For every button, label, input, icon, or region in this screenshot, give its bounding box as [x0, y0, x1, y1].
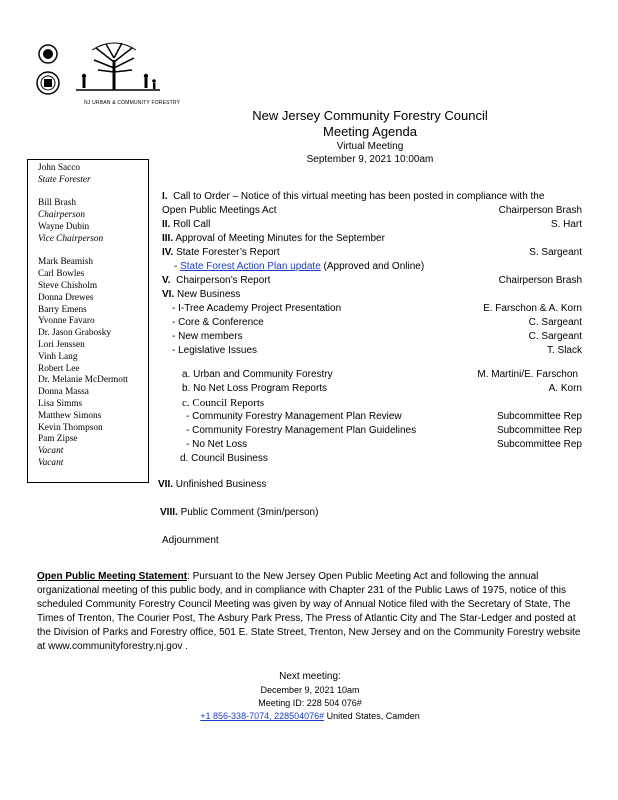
- roster-chair-role: Chairperson: [38, 210, 86, 221]
- figures-icon: [76, 74, 160, 90]
- roster-member: Steve Chisholm: [38, 280, 98, 291]
- new-business-item: - Core & Conference C. Sargeant: [172, 317, 582, 328]
- presenter: Chairperson Brash: [498, 275, 582, 286]
- agenda-subitem-b: b. No Net Loss Program Reports A. Korn: [182, 383, 582, 394]
- roster-member: Mark Beamish: [38, 257, 93, 268]
- roster-vacant: Vacant: [38, 446, 64, 457]
- statement-title: Open Public Meeting Statement: [37, 571, 188, 582]
- new-business-item: - New members C. Sargeant: [172, 331, 582, 342]
- roster-member: Lori Jenssen: [38, 339, 85, 350]
- roster-chair-name: Bill Brash: [38, 198, 76, 209]
- agenda-item-vi: VI. New Business: [162, 289, 241, 300]
- roster-member: Carl Bowles: [38, 269, 85, 280]
- roster-forester-name: John Sacco: [38, 163, 81, 173]
- presenter: M. Martini/E. Farschon: [477, 369, 578, 380]
- presenter: Chairperson Brash: [498, 205, 582, 216]
- council-name: New Jersey Community Forestry Council: [252, 108, 488, 123]
- council-roster: [27, 159, 149, 483]
- roster-vacant: Vacant: [38, 457, 64, 468]
- roster-member: Dr. Melanie McDermott: [38, 375, 129, 386]
- phone-link[interactable]: +1 856-338-7074, 228504076#: [200, 711, 325, 721]
- roster-member: Pam Zipse: [38, 434, 78, 445]
- presenter: E. Farschon & A. Korn: [483, 303, 582, 314]
- statement-body: : Pursuant to the New Jersey Open Public Meeting Act and following the annual organizational meeting of this public body, and in compliance with Chapter 231 of the Public Laws of 1975, notice of this scheduled Community Forestry Council Meeting was given by way of Annual Notice filed with the Secretary of State, The Times of Trenton, The Courier Post, The Asbury Park Press, The Press of Atlantic City and The Star-Ledger and posted at the Division of Parks and Forestry office, 501 E. State Street, Trenton, New Jersey and on the Community Forestry website at www.communityforestry.nj.gov .: [37, 571, 581, 652]
- tree-icon: [92, 43, 136, 90]
- next-meeting-date: December 9, 2021 10am: [260, 685, 360, 695]
- roster-forester-role: State Forester: [38, 174, 91, 185]
- new-business-item: - Legislative Issues T. Slack: [172, 345, 582, 356]
- agenda-item-iv-sub: - State Forest Action Plan update (Approved and Online): [174, 261, 425, 272]
- presenter: Subcommittee Rep: [496, 411, 582, 422]
- dial-in: +1 856-338-7074, 228504076# United States, Camden: [200, 711, 420, 721]
- roster-member: Kevin Thompson: [38, 422, 103, 433]
- open-meeting-statement: [37, 570, 585, 654]
- council-report-item: - Community Forestry Management Plan Guidelines Subcommittee Rep: [186, 425, 582, 436]
- meeting-id: Meeting ID: 228 504 076#: [258, 698, 362, 708]
- agenda-subitem-d: d. Council Business: [180, 453, 268, 464]
- agenda-item-viii: VIII. Public Comment (3min/person): [160, 507, 319, 518]
- roster-member: Lisa Simms: [38, 398, 83, 409]
- meeting-date: September 9, 2021 10:00am: [306, 154, 434, 165]
- logo-org-text: NJ URBAN & COMMUNITY FORESTRY: [84, 100, 181, 106]
- agenda-item-ii: II. Roll Call S. Hart: [162, 219, 582, 230]
- agenda-item-iii: III. Approval of Meeting Minutes for the September: [162, 233, 385, 244]
- presenter: C. Sargeant: [528, 317, 582, 328]
- agenda-item-vii: VII. Unfinished Business: [158, 479, 267, 490]
- presenter: A. Korn: [548, 383, 582, 394]
- agenda-item-i: I. Call to Order – Notice of this virtual meeting has been posted in compliance with the: [162, 191, 545, 202]
- agenda-item-i-cont: Open Public Meetings Act Chairperson Brash: [162, 205, 582, 216]
- presenter: Subcommittee Rep: [496, 425, 582, 436]
- roster-member: Matthew Simons: [38, 410, 102, 421]
- council-logo: [36, 40, 181, 110]
- roster-member: Dr. Jason Grabosky: [38, 328, 112, 339]
- roster-member: Barry Emens: [38, 304, 87, 315]
- agenda-list: [158, 190, 582, 548]
- roster-vice-name: Wayne Dubin: [38, 221, 90, 232]
- new-business-item: - I-Tree Academy Project Presentation E. Farschon & A. Korn: [172, 303, 582, 314]
- roster-member: Donna Drewes: [38, 292, 94, 303]
- presenter: T. Slack: [546, 345, 582, 356]
- roster-member: Robert Lee: [38, 363, 80, 374]
- agenda-header: [200, 108, 540, 166]
- next-meeting: [160, 670, 460, 723]
- presenter: Subcommittee Rep: [496, 439, 582, 450]
- next-meeting-label: Next meeting:: [279, 671, 341, 682]
- meeting-type: Virtual Meeting: [336, 141, 404, 152]
- agenda-item-v: V. Chairperson’s Report Chairperson Brash: [162, 275, 582, 286]
- forest-action-plan-link[interactable]: State Forest Action Plan update: [180, 261, 321, 272]
- presenter: C. Sargeant: [528, 331, 582, 342]
- page-title: Meeting Agenda: [323, 124, 417, 139]
- roster-member: Donna Massa: [38, 387, 89, 398]
- roster-member: Vinh Lang: [38, 351, 78, 362]
- presenter: S. Hart: [550, 219, 582, 230]
- agenda-adjournment: Adjournment: [162, 535, 219, 546]
- council-report-item: - Community Forestry Management Plan Review Subcommittee Rep: [186, 411, 582, 422]
- presenter: S. Sargeant: [529, 247, 582, 258]
- agenda-item-iv: IV. State Forester’s Report S. Sargeant: [162, 247, 582, 258]
- agenda-subitem-a: a. Urban and Community Forestry M. Martini/E. Farschon: [182, 369, 578, 380]
- roster-vice-role: Vice Chairperson: [38, 233, 104, 244]
- agenda-subitem-c: c. Council Reports: [182, 397, 265, 409]
- seal-icon: [36, 40, 166, 102]
- roster-member: Yvonne Favaro: [38, 316, 95, 327]
- council-report-item: - No Net Loss Subcommittee Rep: [186, 439, 582, 450]
